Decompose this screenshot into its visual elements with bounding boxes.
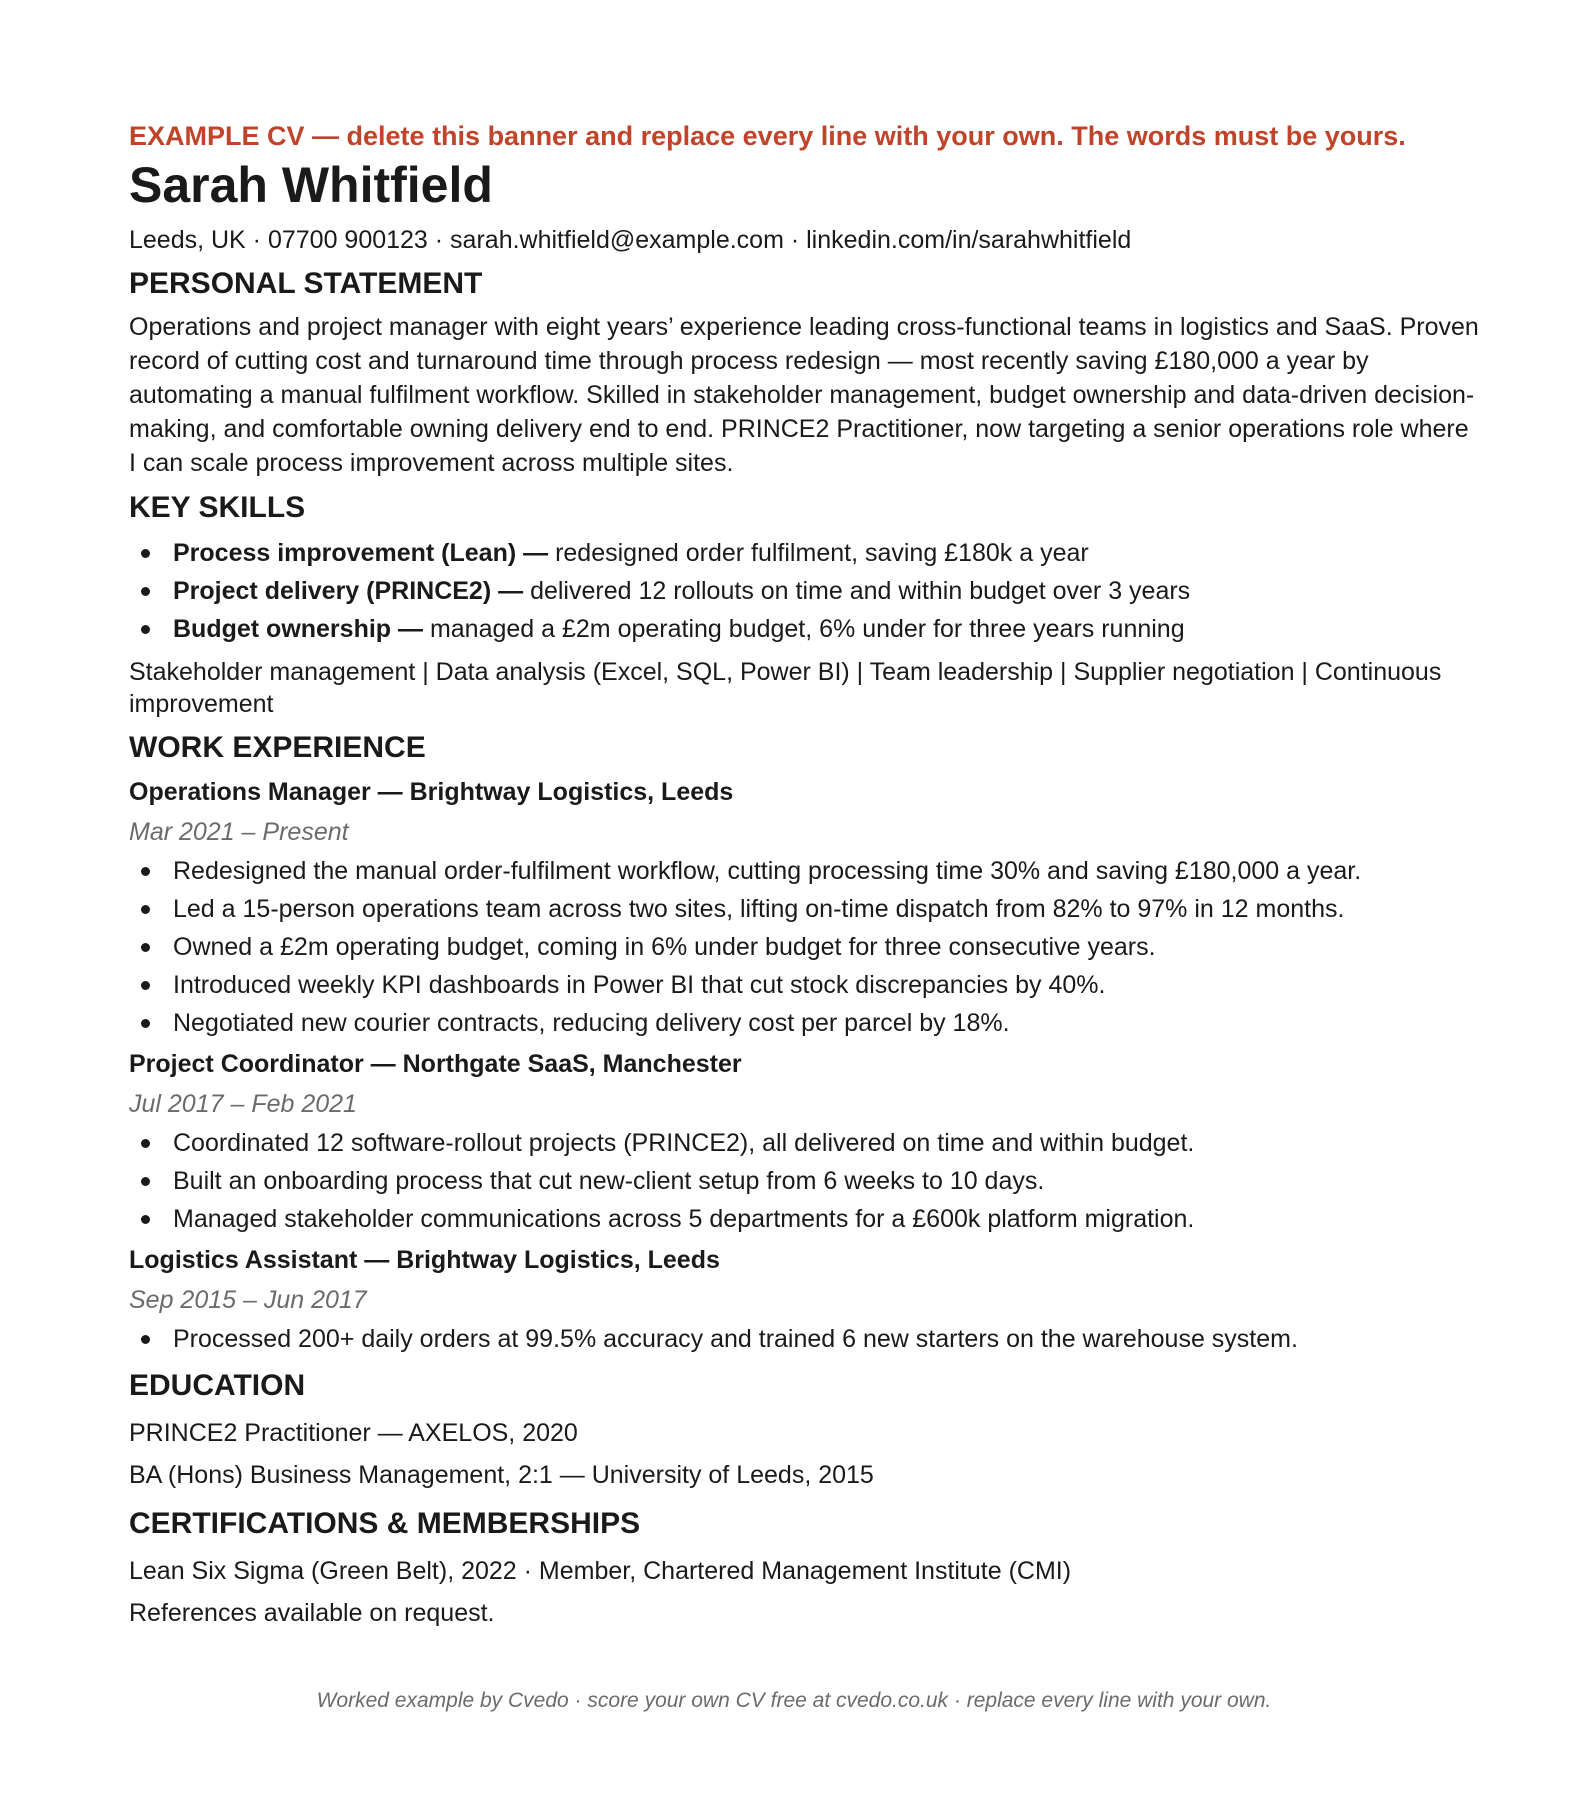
key-skill-detail: managed a £2m operating budget, 6% under for three years running bbox=[423, 615, 1185, 643]
education-section bbox=[129, 1366, 1479, 1496]
job-bullet: Built an onboarding process that cut new-client setup from 6 weeks to 10 days. bbox=[129, 1162, 1479, 1200]
job-entry bbox=[129, 1242, 1479, 1358]
key-skills-list bbox=[129, 534, 1479, 648]
contact-line: Leeds, UK · 07700 900123 · sarah.whitfield@example.com · linkedin.com/in/sarahwhitfield bbox=[129, 226, 1132, 254]
key-skill-item bbox=[129, 572, 1479, 610]
education-heading: EDUCATION bbox=[129, 1369, 306, 1402]
job-entry bbox=[129, 774, 1479, 1042]
job-bullet: Introduced weekly KPI dashboards in Power BI that cut stock discrepancies by 40%. bbox=[129, 966, 1479, 1004]
personal-statement-text: Operations and project manager with eight years’ experience leading cross-functional teams in logistics and SaaS. Proven record of cutting cost and turnaround time through process redesign — most recently saving £180,000 a year by automating a manual fulfilment workflow. Skilled in stakeholder management, budget ownership and data-driven decision-making, and comfortable owning delivery end to end. PRINCE2 Practitioner, now targeting a senior operations role where I can scale process improvement across multiple sites. bbox=[129, 313, 1479, 477]
job-bullets bbox=[129, 1320, 1479, 1358]
work-experience-section bbox=[129, 728, 1479, 1358]
job-dates: Jul 2017 – Feb 2021 bbox=[129, 1090, 357, 1118]
job-bullets bbox=[129, 852, 1479, 1042]
personal-statement-section bbox=[129, 264, 1479, 480]
footer-note: Worked example by Cvedo · score your own CV free at cvedo.co.uk · replace every line with your own. bbox=[316, 1689, 1272, 1712]
job-bullet: Redesigned the manual order-fulfilment workflow, cutting processing time 30% and saving £180,000 a year. bbox=[129, 852, 1479, 890]
key-skill-detail: redesigned order fulfilment, saving £180k a year bbox=[548, 539, 1089, 567]
work-experience-heading: WORK EXPERIENCE bbox=[129, 731, 426, 764]
job-bullet: Led a 15-person operations team across two sites, lifting on-time dispatch from 82% to 97% in 12 months. bbox=[129, 890, 1479, 928]
key-skill-name: Process improvement (Lean) — bbox=[173, 539, 549, 567]
key-skill-detail: delivered 12 rollouts on time and within budget over 3 years bbox=[523, 577, 1191, 605]
job-bullet: Negotiated new courier contracts, reducing delivery cost per parcel by 18%. bbox=[129, 1004, 1479, 1042]
personal-statement-heading: PERSONAL STATEMENT bbox=[129, 267, 483, 300]
job-bullet: Managed stakeholder communications across 5 departments for a £600k platform migration. bbox=[129, 1200, 1479, 1238]
job-title: Operations Manager — Brightway Logistics, Leeds bbox=[129, 778, 734, 806]
job-title: Logistics Assistant — Brightway Logistics, Leeds bbox=[129, 1246, 720, 1274]
key-skills-section bbox=[129, 488, 1479, 720]
job-title: Project Coordinator — Northgate SaaS, Manchester bbox=[129, 1050, 742, 1078]
education-line: BA (Hons) Business Management, 2:1 — University of Leeds, 2015 bbox=[129, 1461, 874, 1489]
key-skill-name: Project delivery (PRINCE2) — bbox=[173, 577, 524, 605]
key-skill-item bbox=[129, 534, 1479, 572]
certifications-section bbox=[129, 1504, 1479, 1634]
key-skill-item bbox=[129, 610, 1479, 648]
job-bullets bbox=[129, 1124, 1479, 1238]
certification-line: Lean Six Sigma (Green Belt), 2022 · Member, Chartered Management Institute (CMI) bbox=[129, 1557, 1072, 1585]
references-line: References available on request. bbox=[129, 1599, 495, 1627]
job-bullet: Processed 200+ daily orders at 99.5% accuracy and trained 6 new starters on the warehouse system. bbox=[129, 1320, 1479, 1358]
other-skills-line: Stakeholder management | Data analysis (Excel, SQL, Power BI) | Team leadership | Supplier negotiation | Continuous improvement bbox=[129, 658, 1442, 718]
candidate-name: Sarah Whitfield bbox=[129, 157, 493, 213]
education-line: PRINCE2 Practitioner — AXELOS, 2020 bbox=[129, 1419, 578, 1447]
job-dates: Mar 2021 – Present bbox=[129, 818, 349, 846]
job-entry bbox=[129, 1046, 1479, 1238]
key-skill-name: Budget ownership — bbox=[173, 615, 423, 643]
example-banner: EXAMPLE CV — delete this banner and replace every line with your own. The words must be yours. bbox=[129, 121, 1406, 151]
job-bullet: Coordinated 12 software-rollout projects (PRINCE2), all delivered on time and within budget. bbox=[129, 1124, 1479, 1162]
certifications-heading: CERTIFICATIONS & MEMBERSHIPS bbox=[129, 1507, 641, 1540]
job-dates: Sep 2015 – Jun 2017 bbox=[129, 1286, 367, 1314]
job-bullet: Owned a £2m operating budget, coming in 6% under budget for three consecutive years. bbox=[129, 928, 1479, 966]
key-skills-heading: KEY SKILLS bbox=[129, 491, 306, 524]
cv-page bbox=[129, 118, 1479, 1634]
